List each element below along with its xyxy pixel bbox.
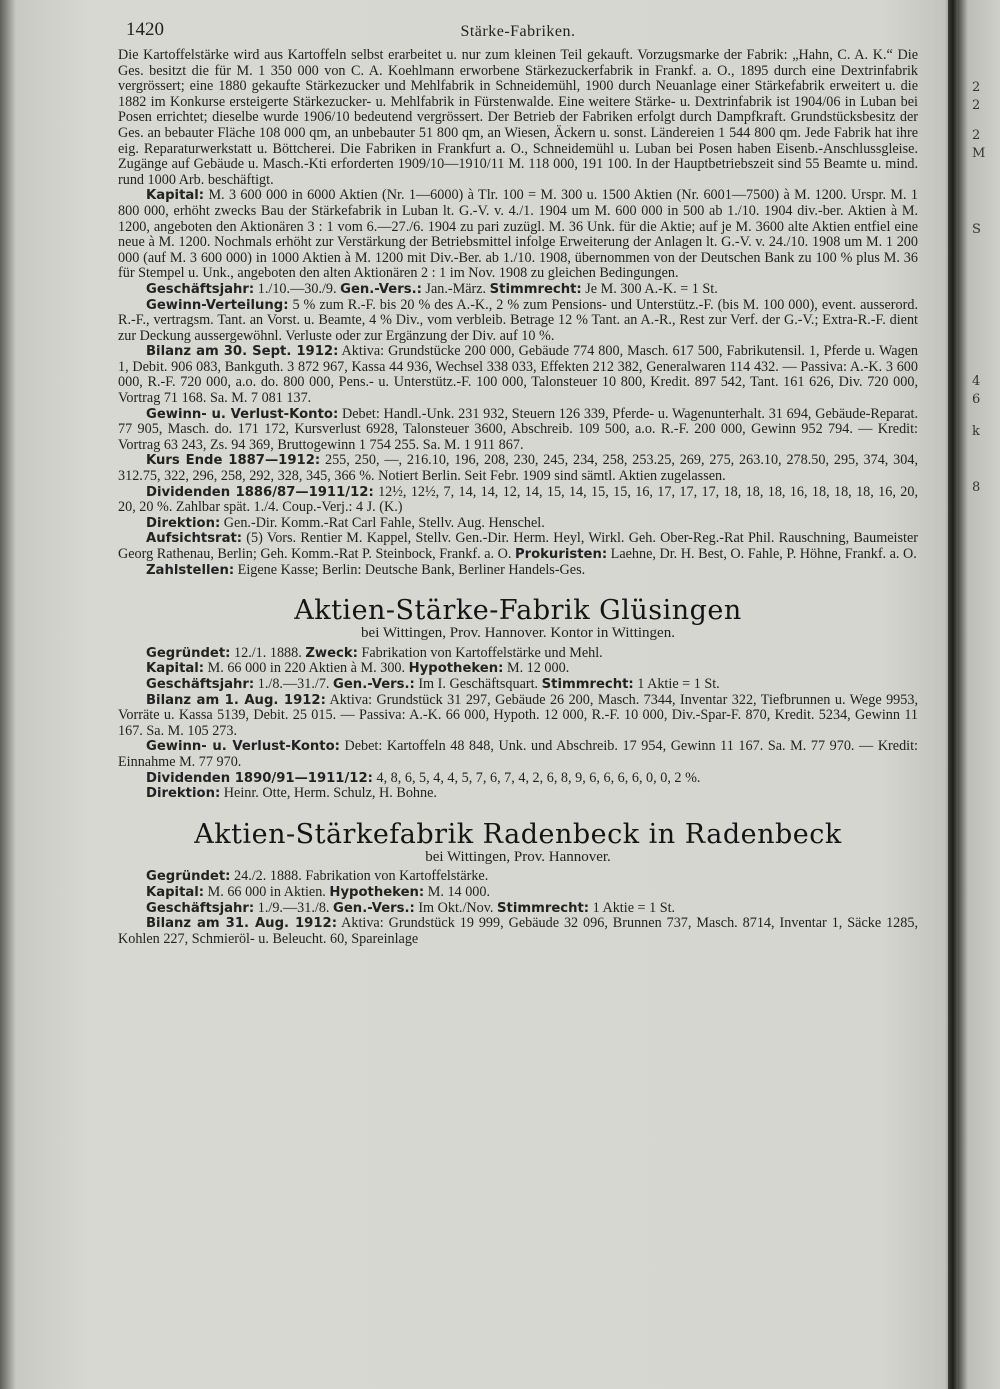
company3-entry xyxy=(118,820,918,948)
company2-title: Aktien-Stärke-Fabrik Glüsingen xyxy=(294,595,742,627)
intro-paragraph: Die Kartoffelstärke wird aus Kartoffeln selbst erarbeitet u. nur zum kleinen Teil gekauft. Vorzugsmarke der Fabrik: „Hahn, C. A. K.“ Die Ges. besitzt die für M. 1 350 000 von C. A. Koehlmann erworbene Stärkezuckerfabrik in Frankf. a. O., 1895 durch eine Dextrinfabrik vergrössert; eine 1880 gekaufte Stärkezucker und Mehlfabrik in Schneidemühl, 1900 durch Neuanlage einer Stärkefabrik erweitert u. die 1882 im Konkurse ersteigerte Stärkezucker- u. Mehlfabrik in Fürstenwalde. Eine weitere Stärke- u. Dextrinfabrik ist 1904/06 in Luban bei Posen errichtet; dieselbe wurde 1906/10 bedeutend vergrössert. Der Betrieb der Fabriken erfolgt durch Dampfkraft. Grundstücksbesitz der Ges. an bebauter Fläche 108 000 qm, an unbebauter 51 800 qm, an Wiesen, Äckern u. sonst. Ländereien 1 544 800 qm. Jede Fabrik hat ihre eig. Reparaturwerkstatt u. Böttcherei. Die Fabriken in Frankfurt a. O., Schneidemühl u. Luban bei Posen haben Eisenb.-Anschlussgleise. Zugänge auf Gebäude u. Masch.-Kti erforderten 1909/10—1910/11 M. 118 000, 191 100. In der Hauptbetriebszeit sind 55 Beamte u. mind. rund 1000 Arb. beschäftigt. xyxy=(118,47,918,188)
book-gutter xyxy=(948,0,958,1389)
margin-fragment: 4 xyxy=(972,374,981,389)
margin-fragment: 2 xyxy=(972,128,981,143)
margin-fragment: 2 xyxy=(972,98,981,113)
company3-gegruendet: Gegründet: 24./2. 1888. Fabrikation von Kartoffelstärke. xyxy=(146,868,489,885)
company3-bilanz: Bilanz am 31. Aug. 1912: Aktiva: Grundstück 19 999, Gebäude 32 096, Brunnen 737, Masch. 8714, Inventar 1, Säcke 1285, Kohlen 227, Schmieröl- u. Beleucht. 60, Spareinlage xyxy=(118,915,918,947)
page-content xyxy=(118,18,918,947)
section-aufsichtsrat: Aufsichtsrat: (5) Vors. Rentier M. Kappel, Stellv. Gen.-Dir. Herm. Heyl, Wirkl. Geh. Ober-Reg.-Rat Phil. Rauschning, Baumeister Georg Rathenau, Berlin; Geh. Komm.-Rat P. Steinbock, Frankf. a. O. Prokuristen: Laehne, Dr. H. Best, O. Fahle, P. Höhne, Frankf. a. O. xyxy=(118,530,918,562)
page-header xyxy=(118,18,918,48)
margin-fragment: S xyxy=(972,222,981,237)
company1-sections xyxy=(118,188,918,578)
running-head: Stärke-Fabriken. xyxy=(460,23,576,40)
company3-subtitle: bei Wittingen, Prov. Hannover. xyxy=(425,848,611,865)
company2-entry xyxy=(118,596,918,802)
section-direktion: Direktion: Gen.-Dir. Komm.-Rat Carl Fahle, Stellv. Aug. Henschel. xyxy=(146,514,545,531)
company2-dividenden: Dividenden 1890/91—1911/12: 4, 8, 6, 5, 4, 4, 5, 7, 6, 7, 4, 2, 6, 8, 9, 6, 6, 6, 6, 0, 0, 2 %. xyxy=(146,769,701,786)
company3-kapital: Kapital: M. 66 000 in Aktien. Hypotheken: M. 14 000. xyxy=(146,883,491,900)
company2-kapital: Kapital: M. 66 000 in 220 Aktien à M. 300. Hypotheken: M. 12 000. xyxy=(146,660,570,677)
section-dividenden: Dividenden 1886/87—1911/12: 12½, 12½, 7, 14, 14, 12, 14, 15, 14, 15, 15, 16, 17, 17, 17, 18, 18, 18, 16, 18, 18, 18, 16, 20, 20, 20 %. Zahlbar spät. 1./4. Coup.-Verj.: 4 J. (K.) xyxy=(118,483,918,516)
margin-fragment: 2 xyxy=(972,80,981,95)
company2-geschaeftsjahr: Geschäftsjahr: 1./8.—31./7. Gen.-Vers.: Im I. Geschäftsquart. Stimmrecht: 1 Aktie = 1 St. xyxy=(146,675,720,692)
section-gewinn-verlust: Gewinn- u. Verlust-Konto: Debet: Handl.-Unk. 231 932, Steuern 126 339, Pferde- u. Wagenunterhalt. 31 694, Gebäude-Reparat. 77 905, Masch. do. 171 172, Kursverlust 6928, Talonsteuer 3600, Abschreib. 109 500, a.o. R.-F. 200 000, Gewinn 952 794. — Kredit: Vortrag 63 243, Zs. 94 369, Bruttogewinn 1 754 255. Sa. M. 1 911 867. xyxy=(118,405,918,453)
company2-gegruendet: Gegründet: 12./1. 1888. Zweck: Fabrikation von Kartoffelstärke und Mehl. xyxy=(146,644,603,661)
company2-bilanz: Bilanz am 1. Aug. 1912: Aktiva: Grundstück 31 297, Gebäude 26 200, Masch. 7344, Inventar 322, Tiefbrunnen u. Wege 9953, Vorräte u. Kassa 5139, Debit. 25 015. — Passiva: A.-K. 66 000, Hypoth. 12 000, R.-F. 10 000, Div.-Spar-F. 870, Kredit. 5234, Gewinn 11 167. Sa. M. 105 273. xyxy=(118,691,918,739)
company2-gewinn-verlust: Gewinn- u. Verlust-Konto: Debet: Kartoffeln 48 848, Unk. und Abschreib. 17 954, Gewinn 11 167. Sa. M. 77 970. — Kredit: Einnahme M. 77 970. xyxy=(118,738,919,770)
company3-title: Aktien-Stärkefabrik Radenbeck in Radenbeck xyxy=(194,818,842,850)
company2-subtitle: bei Wittingen, Prov. Hannover. Kontor in Wittingen. xyxy=(361,625,675,642)
margin-fragment: k xyxy=(972,424,980,439)
margin-fragment: 6 xyxy=(972,392,981,407)
company2-direktion: Direktion: Heinr. Otte, Herm. Schulz, H. Bohne. xyxy=(146,785,437,802)
section-geschaeftsjahr: Geschäftsjahr: 1./10.—30./9. Gen.-Vers.: Jan.-März. Stimmrecht: Je M. 300 A.-K. = 1 St. xyxy=(146,280,718,297)
section-zahlstellen: Zahlstellen: Eigene Kasse; Berlin: Deutsche Bank, Berliner Handels-Ges. xyxy=(146,561,586,578)
section-gewinn-verteilung: Gewinn-Verteilung: 5 % zum R.-F. bis 20 % des A.-K., 2 % zum Pensions- und Unterstütz.-F. (bis M. 100 000), event. ausserord. R.-F., vertragsm. Tant. an Vorst. u. Beamte, 4 % Div., vom verbleib. Betrage 12 % Tant. an A.-R., Rest zur Verf. der G.-V.; Extra-R.-F. dient zur Deckung aussergewöhnl. Verluste oder zur Ergänzung der Div. auf 10 %. xyxy=(118,296,918,344)
section-kurs: Kurs Ende 1887—1912: 255, 250, —, 216.10, 196, 208, 230, 245, 234, 258, 253.25, 269, 275, 263.10, 278.50, 295, 374, 304, 312.75, 322, 296, 258, 292, 328, 345, 366 %. Notiert Berlin. Seit Febr. 1909 sind sämtl. Aktien zugelassen. xyxy=(118,452,919,485)
margin-fragment: M xyxy=(972,146,986,161)
company3-geschaeftsjahr: Geschäftsjahr: 1./9.—31./8. Gen.-Vers.: Im Okt./Nov. Stimmrecht: 1 Aktie = 1 St. xyxy=(146,899,676,916)
page-number: 1420 xyxy=(126,19,164,40)
section-bilanz: Bilanz am 30. Sept. 1912: Aktiva: Grundstücke 200 000, Gebäude 774 800, Masch. 617 500, Fabrikutensil. 1, Pferde u. Wagen 1, Debit. 906 083, Bankguth. 3 872 967, Kassa 44 936, Wechsel 338 033, Effekten 212 382, Generalwaren 114 432. — Passiva: A.-K. 3 600 000, R.-F. 720 000, a.o. do. 800 000, Pens.- u. Unterstütz.-F. 100 000, Talonsteuer 10 800, Kredit. 897 542, Tant. 161 626, Div. 720 000, Vortrag 71 168. Sa. M. 7 081 137. xyxy=(118,343,918,407)
section-kapital: Kapital: M. 3 600 000 in 6000 Aktien (Nr. 1—6000) à Tlr. 100 = M. 300 u. 1500 Aktien (Nr. 6001—7500) à M. 1200. Urspr. M. 1 800 000, erhöht zwecks Bau der Stärkefabrik in Luban lt. G.-V. v. 4./1. 1904 um M. 600 000 in 500 ab 1./10. 1904 div.-ber. Aktien à M. 1200, angeboten den Aktionären 3 : 1 vom 6.—27./6. 1904 zu pari zuzügl. M. 36 Unk. für die Aktie; auf je M. 3600 alte Aktien entfiel eine neue à M. 1200. Nochmals erhöht zur Verstärkung der Betriebsmittel infolge Erweiterung der Anlagen lt. G.-V. v. 24./10. 1908 um M. 1 200 000 (auf M. 3 600 000) in 1000 Aktien à M. 1200 mit Div.-Ber. ab 1./10. 1908, übernommen von der Deutschen Bank zu 100 % plus M. 36 für Stempel u. Unk., angeboten den alten Aktionären 2 : 1 im Nov. 1908 zu gleichen Bedingungen. xyxy=(118,187,918,282)
margin-fragment: 8 xyxy=(972,480,981,495)
